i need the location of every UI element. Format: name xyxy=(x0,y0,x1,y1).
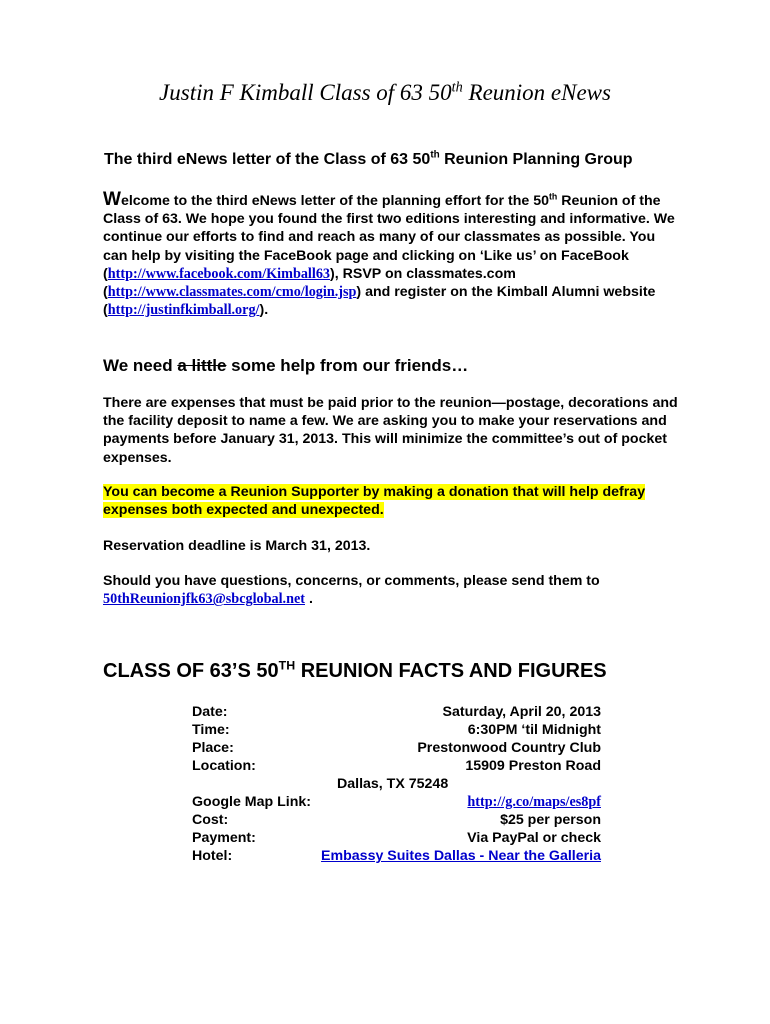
questions-paragraph: Should you have questions, concerns, or comments, please send them to 50thReunionjfk63@sbcglobal.net . xyxy=(103,573,600,608)
facts-row-time xyxy=(192,721,601,739)
date-value: Saturday, April 20, 2013 xyxy=(442,704,601,720)
facts-row-location xyxy=(192,757,601,775)
supporter-paragraph: You can become a Reunion Supporter by making a donation that will help defray expenses both expected and unexpected. xyxy=(103,484,646,519)
map-link[interactable]: http://g.co/maps/es8pf xyxy=(467,794,601,810)
location-city-value: Dallas, TX 75248 xyxy=(337,776,449,792)
facts-row-date xyxy=(192,703,601,721)
payment-value: Via PayPal or check xyxy=(467,830,601,846)
time-label: Time: xyxy=(192,722,230,738)
newsletter-title: Justin F Kimball Class of 63 50th Reunion eNews xyxy=(159,79,611,105)
hotel-link[interactable]: Embassy Suites Dallas - Near the Galleria xyxy=(321,848,601,864)
expenses-paragraph: There are expenses that must be paid prior to the reunion—postage, decorations and the facility deposit to name a few. We are asking you to make your reservations and payments before January 31, 2013. This will minimize the committee’s out of pocket expenses. xyxy=(103,395,678,466)
location-label: Location: xyxy=(192,758,256,774)
facts-row-payment xyxy=(192,829,601,847)
newsletter-subtitle: The third eNews letter of the Class of 63 50th Reunion Planning Group xyxy=(104,149,633,168)
deadline-text: Reservation deadline is March 31, 2013. xyxy=(103,538,371,554)
facts-row-cost xyxy=(192,811,601,829)
location-value: 15909 Preston Road xyxy=(465,758,601,774)
alumni-website-link[interactable]: http://justinfkimball.org/ xyxy=(107,302,260,319)
email-link[interactable]: 50thReunionjfk63@sbcglobal.net xyxy=(103,591,305,608)
help-heading: We need a little some help from our friends… xyxy=(103,356,469,375)
classmates-link[interactable]: http://www.classmates.com/cmo/login.jsp xyxy=(107,284,357,301)
facts-table xyxy=(192,703,601,865)
map-label: Google Map Link: xyxy=(192,794,312,810)
facts-row-place xyxy=(192,739,601,757)
facts-row-hotel xyxy=(192,847,601,865)
facts-row-location-city xyxy=(192,775,601,793)
facebook-link[interactable]: http://www.facebook.com/Kimball63 xyxy=(107,265,331,282)
payment-label: Payment: xyxy=(192,830,256,846)
date-label: Date: xyxy=(192,704,228,720)
facts-heading: CLASS OF 63’S 50TH REUNION FACTS AND FIGURES xyxy=(103,658,607,682)
hotel-label: Hotel: xyxy=(192,848,233,864)
cost-value: $25 per person xyxy=(500,812,601,828)
facts-row-map xyxy=(192,793,601,811)
place-label: Place: xyxy=(192,740,234,756)
cost-label: Cost: xyxy=(192,812,229,828)
place-value: Prestonwood Country Club xyxy=(417,740,601,756)
welcome-paragraph: Welcome to the third eNews letter of the planning effort for the 50th Reunion of the Class of 63. We hope you found the first two editions interesting and informative. We continue our efforts to find and reach as many of our classmates as possible. You can help by visiting the FaceBook page and clicking on ‘Like us’ on FaceBook (http://www.facebook.com/Kimball63), RSVP on classmates.com (http://www.classmates.com/cmo/login.jsp) and register on the Kimball Alumni website (http://justinfkimball.org/). xyxy=(103,189,675,319)
time-value: 6:30PM ‘til Midnight xyxy=(467,722,601,738)
